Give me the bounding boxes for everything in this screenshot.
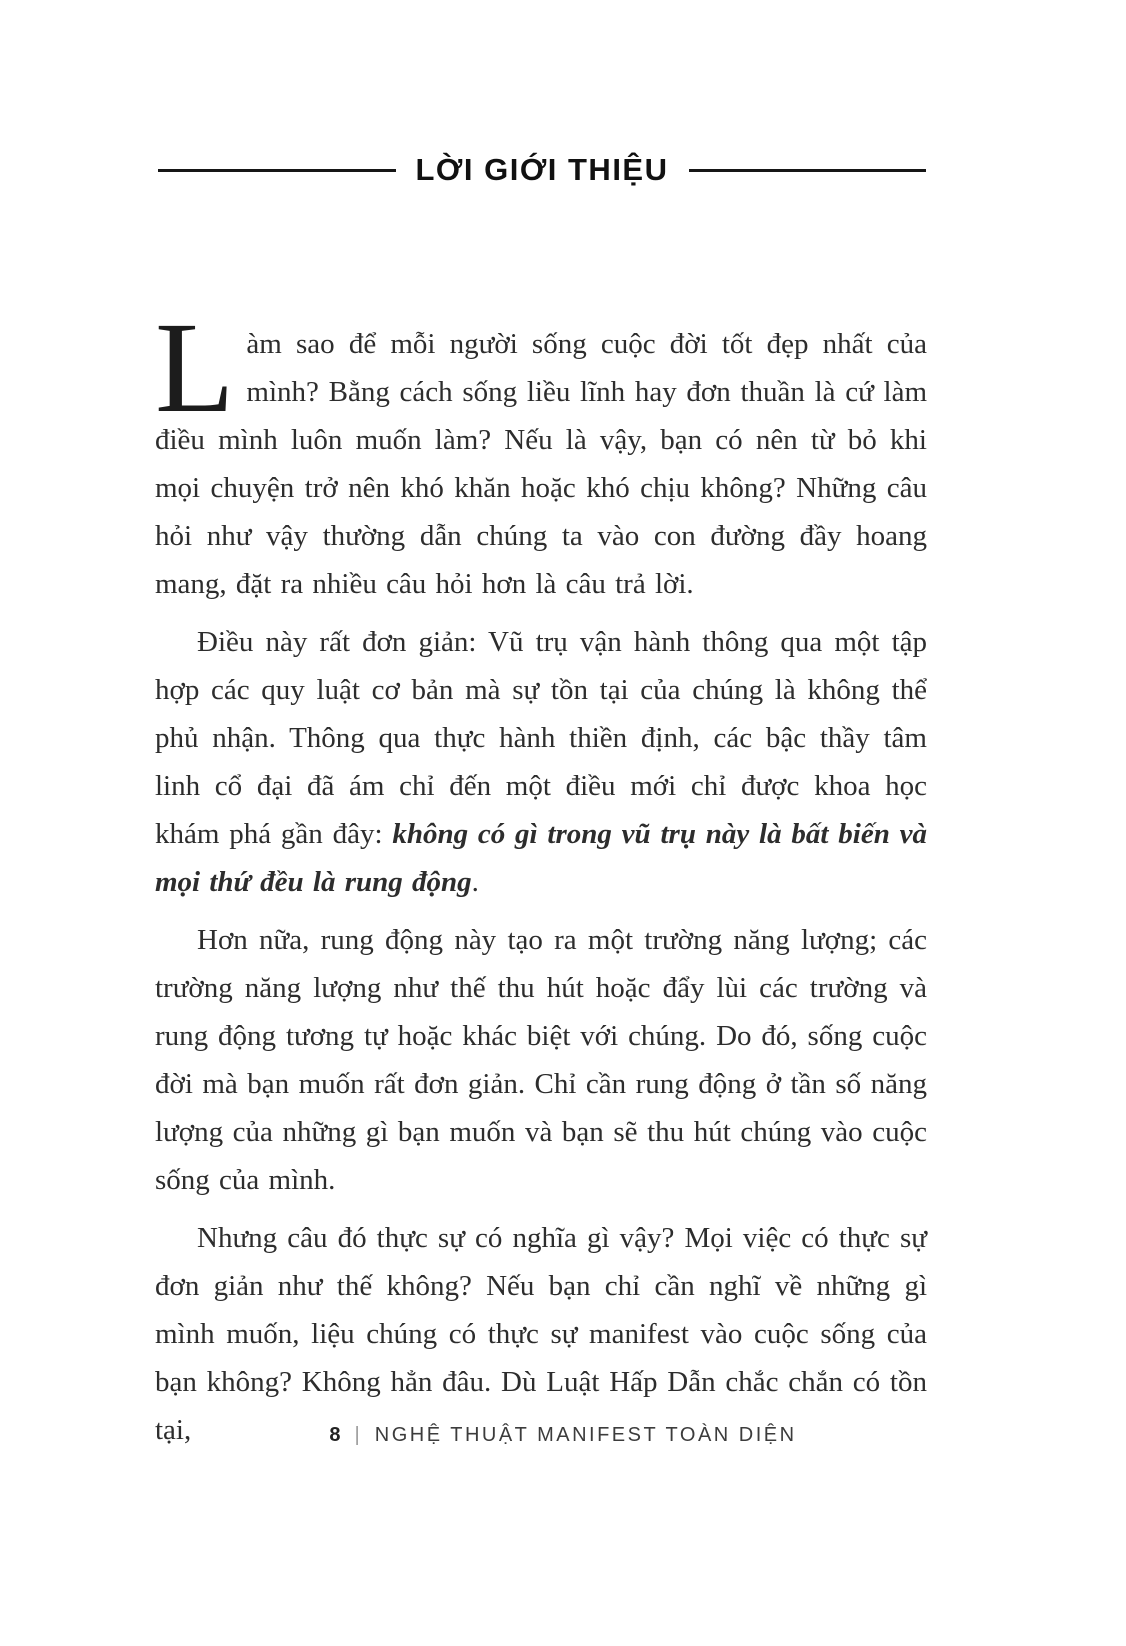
chapter-title: LỜI GIỚI THIỆU [415,152,669,187]
page-number: 8 [329,1424,341,1446]
body-text [155,296,927,1464]
footer-separator: | [354,1424,361,1446]
emphasis-text: không có gì trong vũ trụ này là bất biến và mọi thứ đều là rung động [155,818,927,898]
paragraph-2-lead: Điều này rất đơn giản: Vũ trụ vận hành thông qua một tập hợp các quy luật cơ bản mà sự tồn tại của chúng là không thể phủ nhận. Thông qua thực hành thiền định, các bậc thầy tâm linh cổ đại đã ám chỉ đến một điều mới chỉ được khoa học khám phá gần đây: [155,626,927,850]
paragraph-3: Hơn nữa, rung động này tạo ra một trường năng lượng; các trường năng lượng như thế thu hút hoặc đẩy lùi các trường và rung động tương tự hoặc khác biệt với chúng. Do đó, sống cuộc đời mà bạn muốn rất đơn giản. Chỉ cần rung động ở tần số năng lượng của những gì bạn muốn và bạn sẽ thu hút chúng vào cuộc sống của mình. [155,924,927,1196]
paragraph-1 [155,296,927,608]
heading-rule-left [158,169,396,172]
paragraph-4: Nhưng câu đó thực sự có nghĩa gì vậy? Mọi việc có thực sự đơn giản như thế không? Nếu bạn chỉ cần nghĩ về những gì mình muốn, liệu chúng có thực sự manifest vào cuộc sống của bạn không? Không hẳn đâu. Dù Luật Hấp Dẫn chắc chắn có tồn tại, [155,1222,927,1446]
chapter-heading-row [158,152,926,188]
book-title: NGHỆ THUẬT MANIFEST TOÀN DIỆN [374,1424,797,1446]
paragraph-1-text: àm sao để mỗi người sống cuộc đời tốt đẹp nhất của mình? Bằng cách sống liều lĩnh hay đơn thuần là cứ làm điều mình luôn muốn làm? Nếu là vậy, bạn có nên từ bỏ khi mọi chuyện trở nên khó khăn hoặc khó chịu không? Những câu hỏi như vậy thường dẫn chúng ta vào con đường đầy hoang mang, đặt ra nhiều câu hỏi hơn là câu trả lời. [155,328,927,600]
paragraph-2-tail: . [471,866,479,898]
page-footer [0,1424,1126,1447]
heading-rule-right [689,169,927,172]
drop-cap: L [155,296,235,440]
paragraph-2 [155,618,927,906]
